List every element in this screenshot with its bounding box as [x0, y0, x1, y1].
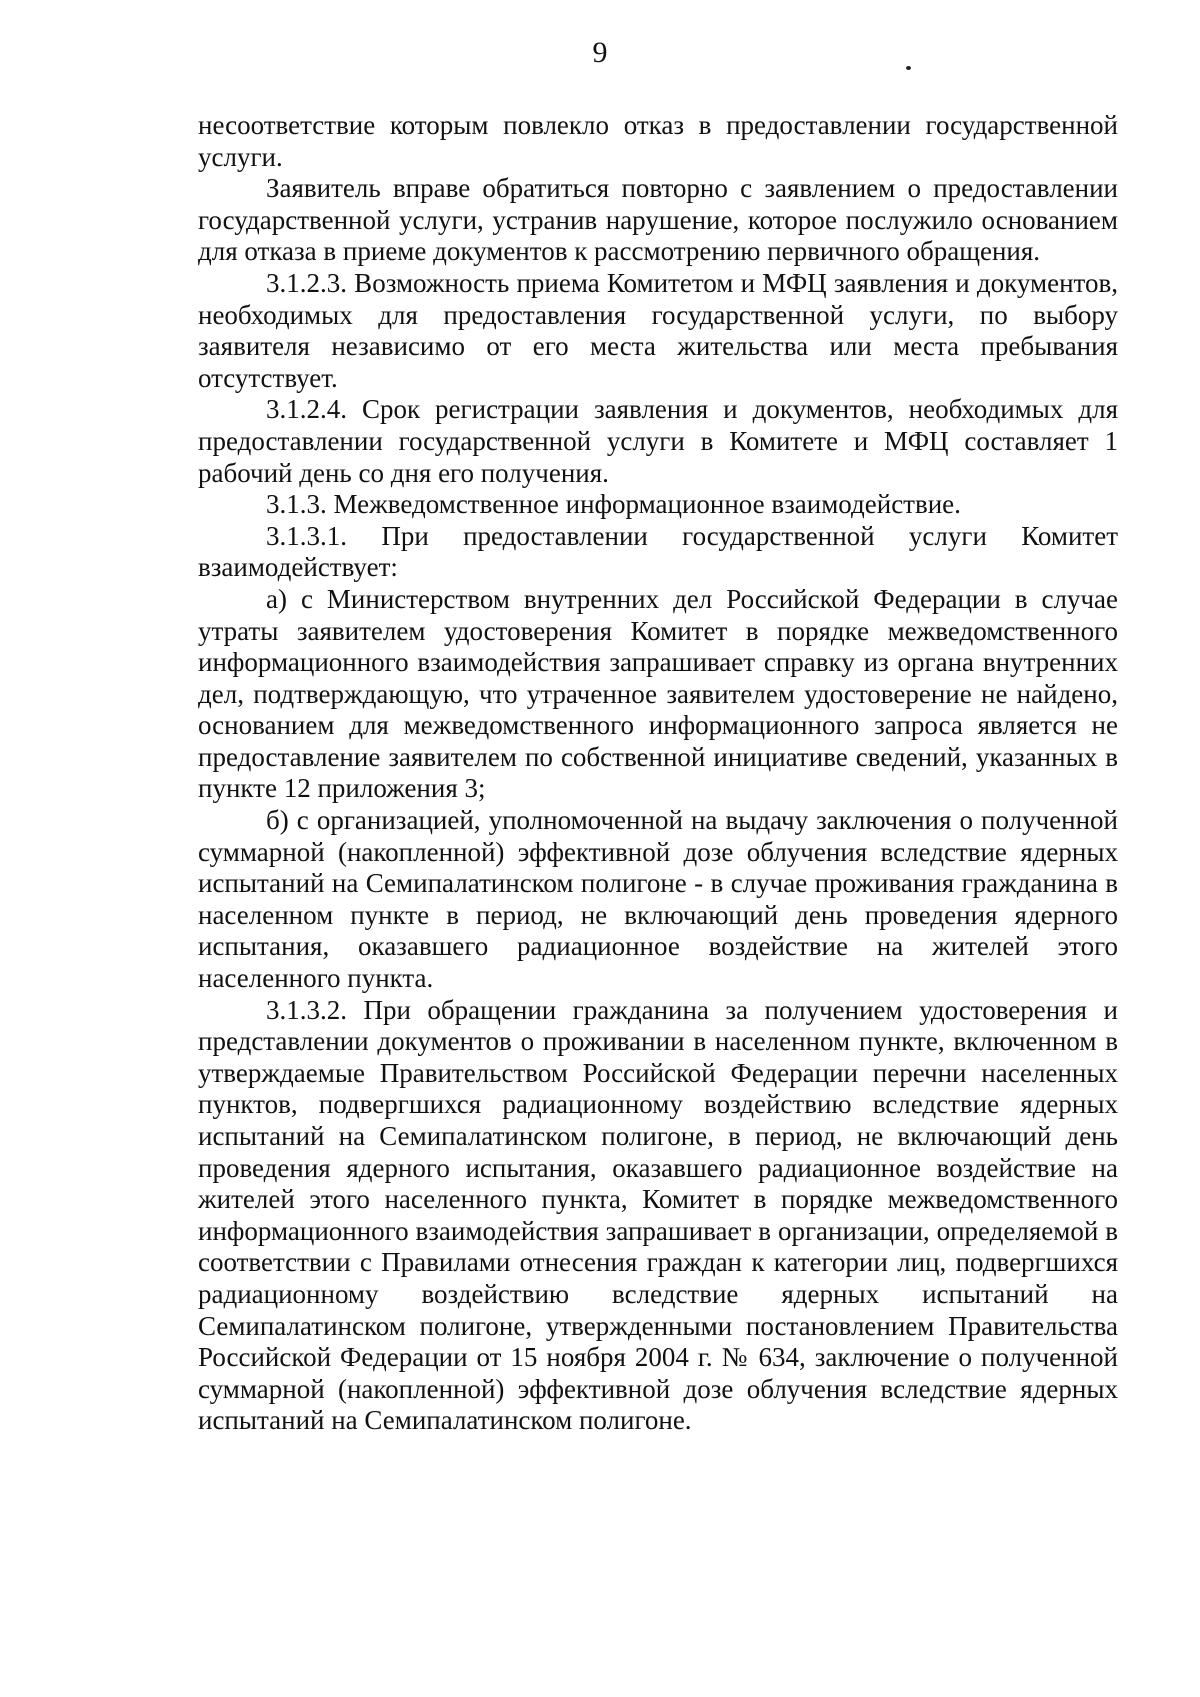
paragraph-reapply: Заявитель вправе обратиться повторно с заявлением о предоставлении государственной услуги, устранив нарушение, которое послужило основанием для отказа в приеме документов к рассмотрению первичного обращения. — [198, 173, 1118, 267]
paragraph-continuation: несоответствие которым повлекло отказ в предоставлении государственной услуги. — [198, 110, 1118, 172]
paragraph-3-1-3: 3.1.3. Межведомственное информационное взаимодействие. — [266, 489, 961, 520]
paragraph-3-1-3-2: 3.1.3.2. При обращении гражданина за получением удостоверения и представлении документов о проживании в населенном пункте, включенном в утверждаемые Правительством Российской Федерации перечни населенных пунктов, подвергшихся радиационному воздействию вследствие ядерных испытаний на Семипалатинском полигоне, в период, не включающий день проведения ядерного испытания, оказавшего радиационное воздействие на жителей этого населенного пункта, Комитет в порядке межведомственного информационного взаимодействия запрашивает в организации, определяемой в соответствии с Правилами отнесения граждан к категории лиц, подвергшихся радиационному воздействию вследствие ядерных испытаний на Семипалатинском полигоне, утвержденными постановлением Правительства Российской Федерации от 15 ноября 2004 г. № 634, заключение о полученной суммарной (накопленной) эффективной дозе облучения вследствие ядерных испытаний на Семипалатинском полигоне. — [198, 994, 1118, 1436]
paragraph-item-a: а) с Министерством внутренних дел Российской Федерации в случае утраты заявителем удостоверения Комитет в порядке межведомственного информационного взаимодействия запрашивает справку из органа внутренних дел, подтверждающую, что утраченное заявителем удостоверение не найдено, основанием для межведомственного информационного запроса является не предоставление заявителем по собственной инициативе сведений, указанных в пункте 12 приложения 3; — [198, 583, 1118, 804]
document-body — [198, 110, 1118, 1437]
scan-speck — [906, 66, 911, 70]
paragraph-3-1-2-3: 3.1.2.3. Возможность приема Комитетом и МФЦ заявления и документов, необходимых для предоставления государственной услуги, по выбору заявителя независимо от его места жительства или места пребывания отсутствует. — [198, 267, 1118, 393]
paragraph-3-1-2-4: 3.1.2.4. Срок регистрации заявления и документов, необходимых для предоставлении государственной услуги в Комитете и МФЦ составляет 1 рабочий день со дня его получения. — [198, 394, 1118, 488]
paragraph-item-b: б) с организацией, уполномоченной на выдачу заключения о полученной суммарной (накопленной) эффективной дозе облучения вследствие ядерных испытаний на Семипалатинском полигоне - в случае проживания гражданина в населенном пункте в период, не включающий день проведения ядерного испытания, оказавшего радиационное воздействие на жителей этого населенного пункта. — [198, 805, 1118, 994]
paragraph-3-1-3-1: 3.1.3.1. При предоставлении государственной услуги Комитет взаимодействует: — [198, 520, 1118, 583]
page-number: 9 — [592, 36, 608, 69]
